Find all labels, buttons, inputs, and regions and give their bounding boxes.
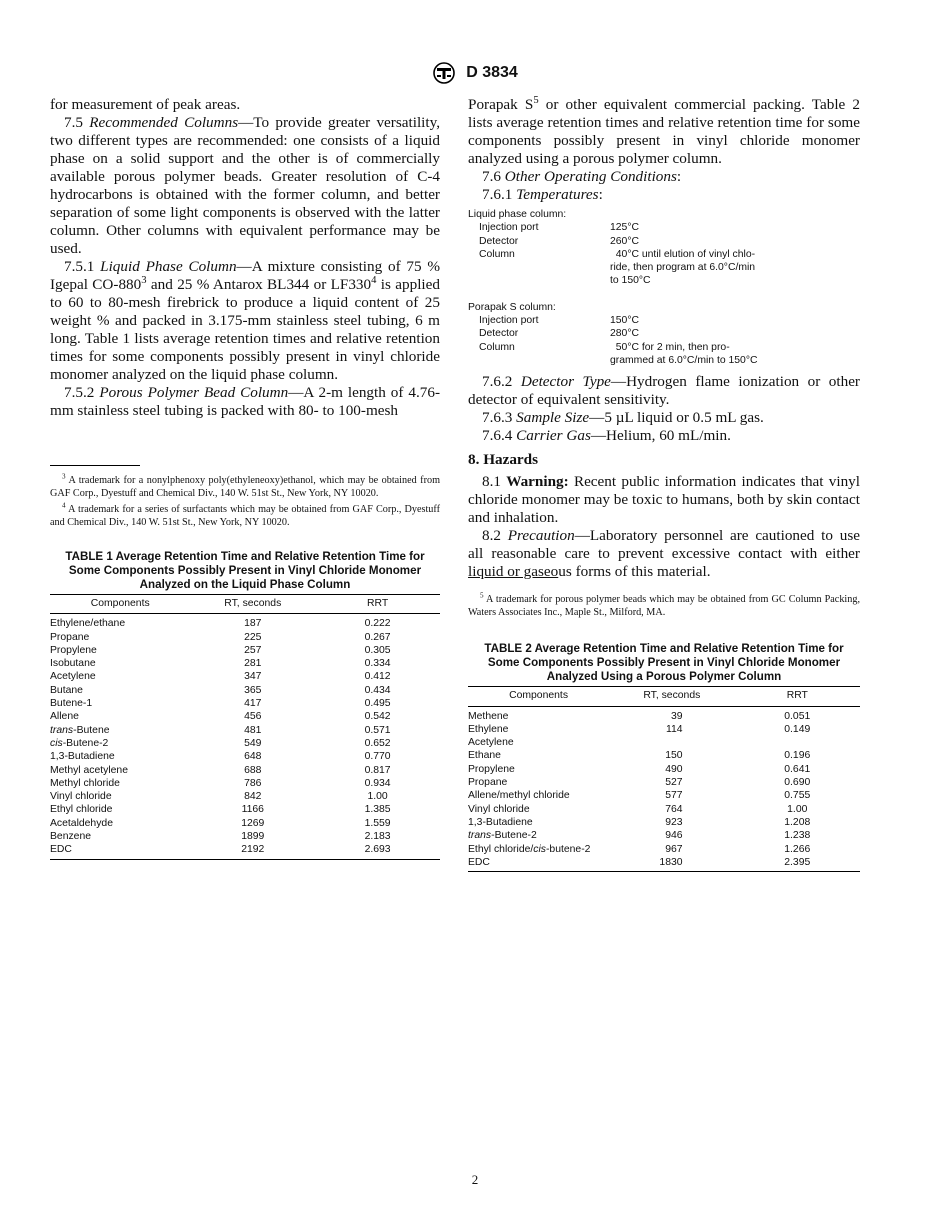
left-column <box>50 96 440 860</box>
rrt-cell: 0.149 <box>784 723 811 735</box>
temperature-row <box>468 221 860 234</box>
temperature-value: 260°C <box>610 235 639 247</box>
temperature-label <box>468 274 610 287</box>
component-cell: Vinyl chloride <box>468 803 530 815</box>
temperature-value: grammed at 6.0°C/min to 150°C <box>610 354 758 366</box>
porapak-label: Porapak S column: <box>468 301 556 313</box>
component-cell: Benzene <box>50 831 92 843</box>
table-row <box>50 684 440 697</box>
table-row <box>468 749 860 762</box>
component-cell: 1,3-Butadiene <box>468 816 533 828</box>
astm-logo-icon <box>432 62 456 84</box>
temperature-row <box>468 261 860 274</box>
table-row <box>50 764 440 777</box>
temperature-label: Detector <box>479 328 519 340</box>
rt-cell: 1899 <box>241 831 265 843</box>
table-row <box>468 736 860 749</box>
rt-cell: 967 <box>665 843 683 855</box>
page-header <box>0 62 950 84</box>
rrt-cell: 0.690 <box>784 777 811 789</box>
table-row <box>468 803 860 816</box>
table-row <box>468 763 860 776</box>
rt-cell: 1830 <box>659 856 683 868</box>
table-2-header: RT, seconds <box>609 687 734 706</box>
rt-cell: 764 <box>665 803 683 815</box>
table-row <box>50 670 440 683</box>
rt-cell: 365 <box>244 684 262 696</box>
rt-cell: 688 <box>244 764 262 776</box>
temperature-label <box>468 261 610 274</box>
table-row <box>50 817 440 830</box>
table-row <box>50 631 440 644</box>
component-cell: 1,3-Butadiene <box>50 751 115 763</box>
component-cell: Butene-1 <box>50 698 93 710</box>
rrt-cell: 0.434 <box>364 684 391 696</box>
paragraph-7-5: 7.5 Recommended Columns—To provide greater versatility, two different types are recommended: one consists of a liquid phase on a solid support and the other is of commercially available porous polymer beads. Greater resolution of C-4 hydrocarbons is obtained with the former column, and better separation of some light components is observed with the latter column. Other columns with equivalent performance may be used. <box>50 114 441 257</box>
footnote-5: $^5$ A trademark for porous polymer beads which may be obtained from GC Column Packing, Waters Associates Inc., Maple St., Milford, MA. <box>468 591 860 619</box>
component-cell: Acetylene <box>468 737 514 749</box>
rrt-cell: 1.00 <box>787 803 808 815</box>
temperature-row <box>468 248 860 261</box>
rt-cell: 648 <box>244 751 262 763</box>
temperature-value: 150°C <box>610 315 639 327</box>
component-cell: Methyl acetylene <box>50 764 128 776</box>
temperature-row <box>468 327 860 340</box>
component-cell: Acetaldehyde <box>50 817 113 829</box>
table-row <box>468 829 860 842</box>
temperature-row <box>468 314 860 327</box>
component-cell: Propylene <box>50 644 97 656</box>
table-row <box>50 843 440 859</box>
rrt-cell: 0.412 <box>364 671 391 683</box>
table-row <box>468 789 860 802</box>
rt-cell: 946 <box>665 830 683 842</box>
component-cell: Ethyl chloride/cis-butene-2 <box>468 843 591 855</box>
table-row <box>468 723 860 736</box>
table-1-title: TABLE 1 Average Retention Time and Relative Retention Time for Some Components Possibly Present in Vinyl Chloride Monomer Analyzed on the Liquid Phase Column <box>65 550 425 591</box>
table-row <box>50 614 440 631</box>
rrt-cell: 0.542 <box>364 711 391 723</box>
temperature-value: 40°C until elution of vinyl chlo- <box>610 248 756 260</box>
rt-cell: 527 <box>665 777 683 789</box>
table-2-header: Components <box>468 687 609 706</box>
temperature-settings <box>468 208 860 367</box>
rrt-cell: 0.267 <box>364 631 391 643</box>
table-2-title: TABLE 2 Average Retention Time and Relative Retention Time for Some Components Possibly Present in Vinyl Chloride Monomer Analyzed Using a Porous Polymer Column <box>484 642 844 684</box>
footnote-3: $^3$ A trademark for a nonylphenoxy poly(ethyleneoxy)ethanol, which may be obtained from GAF Corp., Dyestuff and Chemical Div., 140 W. 51st St., New York, NY 10020. <box>50 472 440 499</box>
table-row <box>50 830 440 843</box>
rrt-cell: 2.395 <box>784 856 811 868</box>
table-row <box>468 776 860 789</box>
right-column <box>468 96 860 872</box>
component-cell: Acetylene <box>50 671 96 683</box>
temperature-row <box>468 274 860 287</box>
rt-cell: 842 <box>244 791 262 803</box>
section-8-heading: 8. Hazards <box>468 451 539 469</box>
rrt-cell: 1.238 <box>784 830 811 842</box>
rrt-cell: 0.770 <box>364 751 391 763</box>
rrt-cell: 0.495 <box>364 698 391 710</box>
component-cell: Methyl chloride <box>50 777 120 789</box>
rrt-cell: 1.559 <box>364 817 391 829</box>
rt-cell: 114 <box>665 723 683 735</box>
rt-cell: 456 <box>244 711 262 723</box>
rt-cell: 2192 <box>241 844 265 856</box>
page-number: 2 <box>471 1172 479 1187</box>
rt-cell: 225 <box>244 631 262 643</box>
rrt-cell: 0.755 <box>784 790 811 802</box>
table-row <box>50 724 440 737</box>
component-cell: cis-Butene-2 <box>50 737 109 749</box>
rt-cell: 1166 <box>241 804 264 816</box>
rt-cell: 490 <box>665 763 683 775</box>
table-row <box>468 816 860 829</box>
temperature-value: 280°C <box>610 328 639 340</box>
rt-cell: 549 <box>244 737 262 749</box>
paragraph-7-6-4: 7.6.4 Carrier Gas—Helium, 60 mL/min. <box>482 427 731 445</box>
rt-cell <box>609 736 734 749</box>
table-row <box>50 790 440 803</box>
rt-cell: 923 <box>665 816 683 828</box>
liquid-phase-label: Liquid phase column: <box>468 209 567 220</box>
temperature-row <box>468 341 860 354</box>
rrt-cell: 2.183 <box>364 831 391 843</box>
component-cell: EDC <box>50 844 72 856</box>
footnote-4: $^4$ A trademark for a series of surfactants which may be obtained from GAF Corp., Dyestuff and Chemical Div., 140 W. 51st St., New York, NY 10020. <box>50 501 440 528</box>
rt-cell: 281 <box>244 658 262 670</box>
temperature-value: to 150°C <box>610 275 651 287</box>
rt-cell: 1269 <box>241 817 265 829</box>
rt-cell: 417 <box>244 698 262 710</box>
table-2-header: RRT <box>735 687 860 706</box>
component-cell: Vinyl chloride <box>50 791 112 803</box>
table-1-header: RT, seconds <box>190 595 315 614</box>
table-1-header: Components <box>50 595 190 614</box>
rt-cell: 187 <box>244 618 262 630</box>
table-row <box>50 657 440 670</box>
component-cell: Ethylene <box>468 723 509 735</box>
table-row <box>50 737 440 750</box>
table-2 <box>468 686 860 872</box>
rrt-cell: 1.266 <box>784 843 811 855</box>
rrt-cell: 0.334 <box>364 658 391 670</box>
component-cell: Propane <box>468 777 508 789</box>
component-cell: Propylene <box>468 763 515 775</box>
table-row <box>468 856 860 872</box>
component-cell: trans-Butene <box>50 724 110 736</box>
component-cell: Isobutane <box>50 658 96 670</box>
temperature-label: Column <box>479 341 515 353</box>
paragraph-7-5-1: 7.5.1 Liquid Phase Column—A mixture consisting of 75 % Igepal $CO-880^3$ and 25 % Antarox BL344 or $LF330^4$ is applied to 60 to 80-mesh firebrick to produce a liquid content of 25 weight % and packed in 3.175-mm stainless steel tubing, 6 m long. Table 1 lists average retention times and relative retention times for some components possibly present in vinyl chloride monomer analyzed on the liquid phase column. <box>50 258 440 383</box>
rt-cell: 347 <box>244 671 262 683</box>
rt-cell: 150 <box>665 750 683 762</box>
temperature-label: Injection port <box>479 222 539 234</box>
rrt-cell: 1.208 <box>784 816 811 828</box>
rt-cell: 786 <box>244 777 262 789</box>
rt-cell: 577 <box>665 790 683 802</box>
paragraph-7-6: 7.6 Other Operating Conditions: <box>482 168 682 185</box>
component-cell: Propane <box>50 631 90 643</box>
component-cell: Ethane <box>468 750 501 762</box>
table-row <box>50 803 440 816</box>
table-row <box>468 843 860 856</box>
component-cell: EDC <box>468 856 490 868</box>
component-cell: Allene <box>50 711 79 723</box>
rrt-cell: 1.00 <box>367 791 388 803</box>
table-1-header: RRT <box>315 595 440 614</box>
paragraph-7-6-3: 7.6.3 Sample Size—5 µL liquid or 0.5 mL gas. <box>482 409 764 427</box>
paragraph-8-2: 8.2 Precaution—Laboratory personnel are cautioned to use all reasonable care to prevent excessive contact with either liquid or gaseous forms of this material. <box>468 527 860 581</box>
rt-cell: 257 <box>244 644 262 656</box>
rrt-cell <box>735 736 860 749</box>
rrt-cell: 0.196 <box>784 750 811 762</box>
rrt-cell: 2.693 <box>364 844 391 856</box>
rrt-cell: 0.305 <box>364 644 391 656</box>
component-cell: Butane <box>50 684 83 696</box>
footnote-divider <box>50 465 140 466</box>
table-row <box>50 644 440 657</box>
rt-cell: 481 <box>244 724 262 736</box>
temperature-row <box>468 354 860 367</box>
component-cell: Ethyl chloride <box>50 804 113 816</box>
rrt-cell: 0.222 <box>364 618 391 630</box>
paragraph-7-6-2: 7.6.2 Detector Type—Hydrogen flame ionization or other detector of equivalent sensitivity. <box>468 373 860 409</box>
document-id: D 3834 <box>466 64 518 81</box>
paragraph-7-5-2: 7.5.2 Porous Polymer Bead Column—A 2-m length of 4.76-mm stainless steel tubing is packed with 80- to 100-mesh <box>50 384 441 419</box>
table-row <box>468 706 860 723</box>
table-1 <box>50 594 440 860</box>
rrt-cell: 1.385 <box>364 804 391 816</box>
component-cell: Ethylene/ethane <box>50 618 126 630</box>
rrt-cell: 0.817 <box>364 764 391 776</box>
component-cell: Allene/methyl chloride <box>468 790 570 802</box>
paragraph-7-6-1: 7.6.1 Temperatures: <box>482 186 603 203</box>
table-row <box>50 697 440 710</box>
table-row <box>50 750 440 763</box>
table-row <box>50 777 440 790</box>
component-cell: trans-Butene-2 <box>468 830 537 842</box>
table-row <box>50 710 440 723</box>
rrt-cell: 0.641 <box>784 763 811 775</box>
temperature-label <box>468 354 610 367</box>
temperature-row <box>468 235 860 248</box>
temperature-label: Injection port <box>479 315 539 327</box>
temperature-value: 50°C for 2 min, then pro- <box>610 341 730 353</box>
component-cell: Methene <box>468 710 509 722</box>
paragraph-8-1: 8.1 Warning: Recent public information indicates that vinyl chloride monomer may be toxic to humans, both by skin contact and inhalation. <box>468 473 860 527</box>
rrt-cell: 0.652 <box>364 737 391 749</box>
temperature-label: Column <box>479 248 515 260</box>
paragraph-continuation: for measurement of peak areas. <box>50 96 241 113</box>
rrt-cell: 0.934 <box>364 777 391 789</box>
temperature-label: Detector <box>479 235 519 247</box>
temperature-value: ride, then program at 6.0°C/min <box>610 262 756 274</box>
rrt-cell: 0.571 <box>364 724 391 736</box>
temperature-value: 125°C <box>610 222 639 234</box>
paragraph-porapak: Porapak $S^5$ or other equivalent commercial packing. Table 2 lists average retention times and relative retention time for some components possibly present in vinyl chloride monomer analyzed using a porous polymer column. <box>468 94 861 167</box>
rrt-cell: 0.051 <box>784 710 811 722</box>
rt-cell: 39 <box>670 710 683 722</box>
